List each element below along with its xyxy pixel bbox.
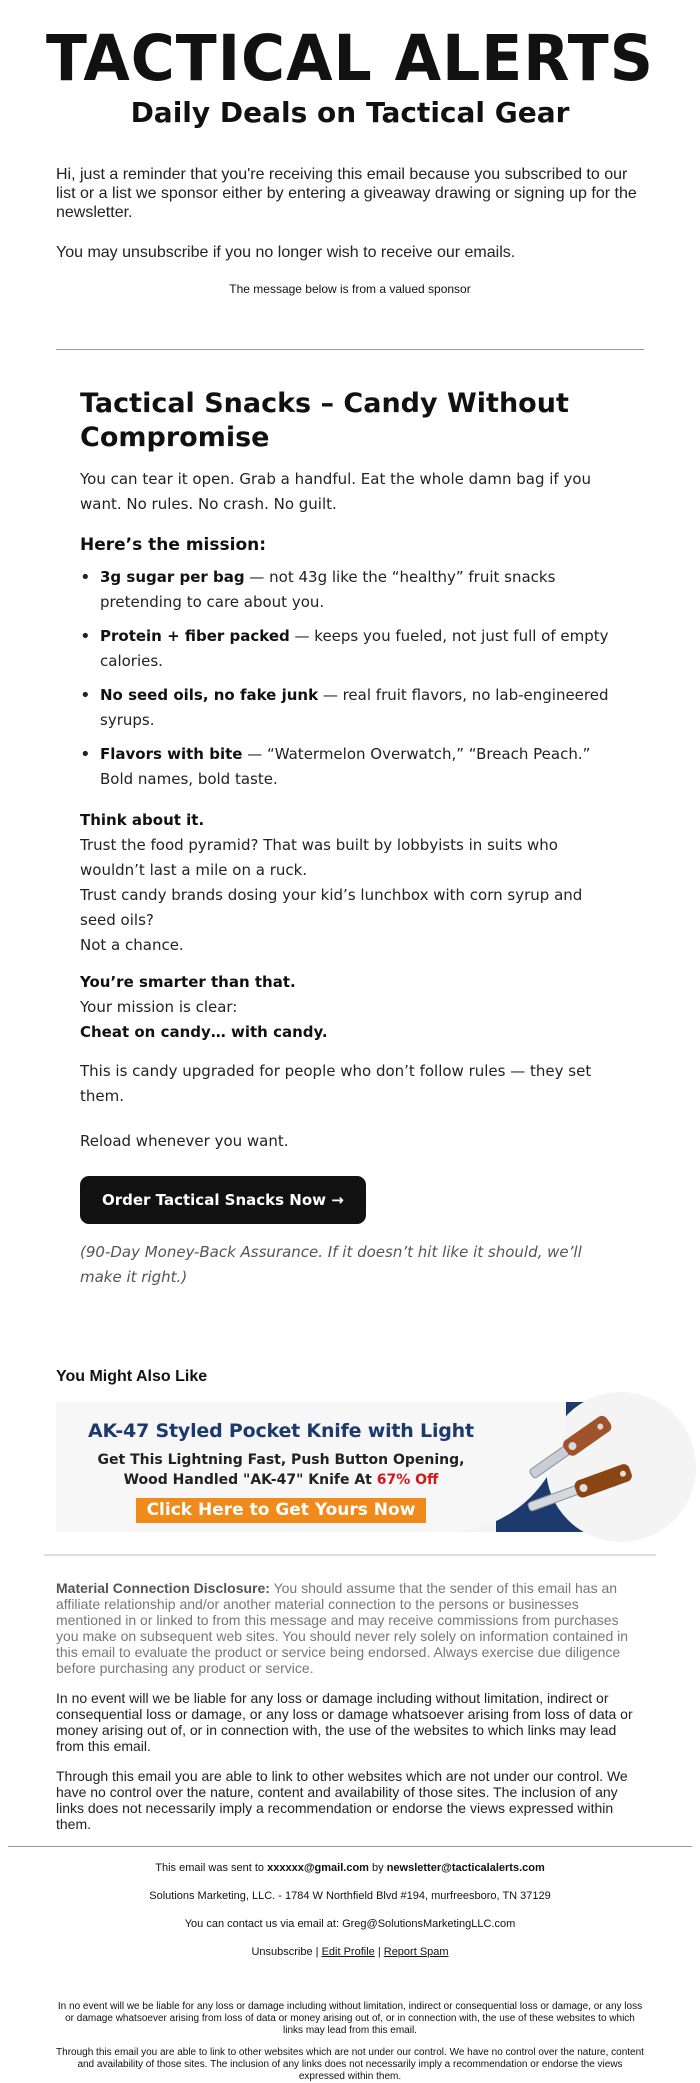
unsubscribe-link[interactable]: Unsubscribe <box>251 1946 313 1958</box>
list-item <box>80 565 620 615</box>
edit-profile-link[interactable]: Edit Profile <box>321 1946 375 1958</box>
mission-heading: Here’s the mission: <box>80 535 267 555</box>
pocket-knife-icon <box>516 1410 646 1525</box>
order-now-button[interactable]: Order Tactical Snacks Now → <box>80 1176 366 1224</box>
smart-block <box>80 970 620 1045</box>
disclosure-section <box>0 1580 700 1832</box>
list-item-text: — not 43g like the “healthy” fruit snacks pretending to care about you. <box>100 568 556 611</box>
banner-text <box>86 1450 476 1490</box>
list-item-bold: No seed oils, no fake junk <box>100 686 319 704</box>
banner-text-main: Get This Lightning Fast, Push Button Opening, Wood Handled "AK-47" Knife At <box>97 1452 465 1488</box>
smart-heading: You’re smarter than that. <box>80 973 296 991</box>
article-title: Tactical Snacks – Candy Without Compromise <box>80 388 569 453</box>
sent-to-line <box>0 1861 700 1875</box>
think-line: Not a chance. <box>80 936 184 954</box>
mission-list <box>80 565 620 792</box>
recipient-email: xxxxxx@gmail.com <box>267 1862 369 1874</box>
also-like-heading: You Might Also Like <box>56 1368 208 1385</box>
sent-by: by <box>368 1862 387 1874</box>
also-like-section <box>0 1368 700 1532</box>
material-disclosure <box>56 1580 644 1676</box>
sponsor-note: The message below is from a valued sponsor <box>229 282 471 296</box>
think-line: Trust candy brands dosing your kid’s lunchbox with corn syrup and seed oils? <box>80 886 583 929</box>
article-lead: You can tear it open. Grab a handful. Eat the whole damn bag if you want. No rules. No crash. No guilt. <box>80 470 592 513</box>
list-item-bold: Protein + fiber packed <box>100 627 290 645</box>
intro-section <box>0 165 700 299</box>
upgrade-line: This is candy upgraded for people who don’t follow rules — they set them. <box>80 1062 592 1105</box>
list-item-text: — keeps you fueled, not just full of empty calories. <box>100 627 609 670</box>
list-item <box>80 742 620 792</box>
list-item-bold: 3g sugar per bag <box>100 568 245 586</box>
brand-tagline: Daily Deals on Tactical Gear <box>130 96 570 129</box>
liability-text: In no event will we be liable for any loss or damage including without limitation, indirect or consequential loss or damage, or any loss or damage whatsoever arising from loss of data or money arising out of, or in connection with, the use of the websites to which links may lead from this email. <box>56 1690 633 1754</box>
think-block <box>80 808 620 958</box>
cheat-line: Cheat on candy… with candy. <box>80 1023 328 1041</box>
list-item <box>80 683 620 733</box>
mission-clear: Your mission is clear: <box>80 998 238 1016</box>
legal-section <box>0 2001 700 2083</box>
sender-email: newsletter@tacticalalerts.com <box>386 1862 545 1874</box>
brand-logo[interactable]: TACTICAL ALERTS <box>46 22 654 96</box>
list-item <box>80 624 620 674</box>
list-item-text: — real fruit flavors, no lab-engineered syrups. <box>100 686 609 729</box>
external-links-text: Through this email you are able to link to other websites which are not under our control. We have no control over the nature, content and availability of those sites. The inclusion of any links does not necessarily imply a recommendation or endorse the views expressed within them. <box>56 1768 628 1832</box>
footer-links <box>0 1945 700 1959</box>
list-item-text: — “Watermelon Overwatch,” “Breach Peach.” Bold names, bold taste. <box>100 745 591 788</box>
sponsor-article <box>0 387 700 1290</box>
sent-prefix: This email was sent to <box>155 1862 268 1874</box>
link-separator: | <box>312 1946 322 1958</box>
report-spam-link[interactable]: Report Spam <box>383 1946 449 1958</box>
material-text: You should assume that the sender of this email has an affiliate relationship and/or another material connection to the persons or businesses mentioned in or linked to from this message and may receive commissions from purchases you make on subsequent web sites. You should never rely solely on information contained in this email to evaluate the product or service being endorsed. Always exercise due diligence before purchasing any product or service. <box>56 1580 629 1676</box>
banner-discount: 67% Off <box>376 1472 439 1488</box>
legal-external-links: Through this email you are able to link to other websites which are not under our control. We have no control over the nature, content and availability of those sites. The inclusion of any links does not necessarily imply a recommendation or endorse the views expressed within them. <box>56 2047 644 2082</box>
legal-liability: In no event will we be liable for any loss or damage including without limitation, indirect or consequential loss or damage, or any loss or damage whatsoever arising from loss of data or money arising out of, or in connection with, the use of these websites to which links may lead from this email. <box>57 2001 643 2036</box>
subscription-reminder: Hi, just a reminder that you're receiving this email because you subscribed to our list or a list we sponsor either by entering a giveaway drawing or signing up for the newsletter. <box>56 166 637 221</box>
contact-line: You can contact us via email at: Greg@SolutionsMarketingLLC.com <box>184 1918 516 1930</box>
section-divider <box>8 1846 692 1847</box>
knife-promo-banner[interactable] <box>56 1402 650 1532</box>
reload-line: Reload whenever you want. <box>80 1132 289 1150</box>
email-footer <box>0 1861 700 1959</box>
company-address: Solutions Marketing, LLC. - 1784 W Northfield Blvd #194, murfreesboro, TN 37129 <box>149 1890 551 1902</box>
guarantee-note: (90-Day Money-Back Assurance. If it doesn’t hit like it should, we’ll make it right.) <box>80 1243 582 1286</box>
brand-header <box>0 0 700 129</box>
banner-title: AK-47 Styled Pocket Knife with Light <box>88 1420 474 1442</box>
link-separator: | <box>374 1946 384 1958</box>
unsubscribe-note: You may unsubscribe if you no longer wish to receive our emails. <box>56 244 516 261</box>
think-heading: Think about it. <box>80 811 205 829</box>
material-label: Material Connection Disclosure: <box>56 1580 270 1596</box>
section-divider <box>44 1554 656 1556</box>
list-item-bold: Flavors with bite <box>100 745 243 763</box>
section-divider <box>56 349 644 350</box>
think-line: Trust the food pyramid? That was built by lobbyists in suits who wouldn’t last a mile on a ruck. <box>80 836 558 879</box>
banner-cta-button[interactable]: Click Here to Get Yours Now <box>136 1498 426 1523</box>
